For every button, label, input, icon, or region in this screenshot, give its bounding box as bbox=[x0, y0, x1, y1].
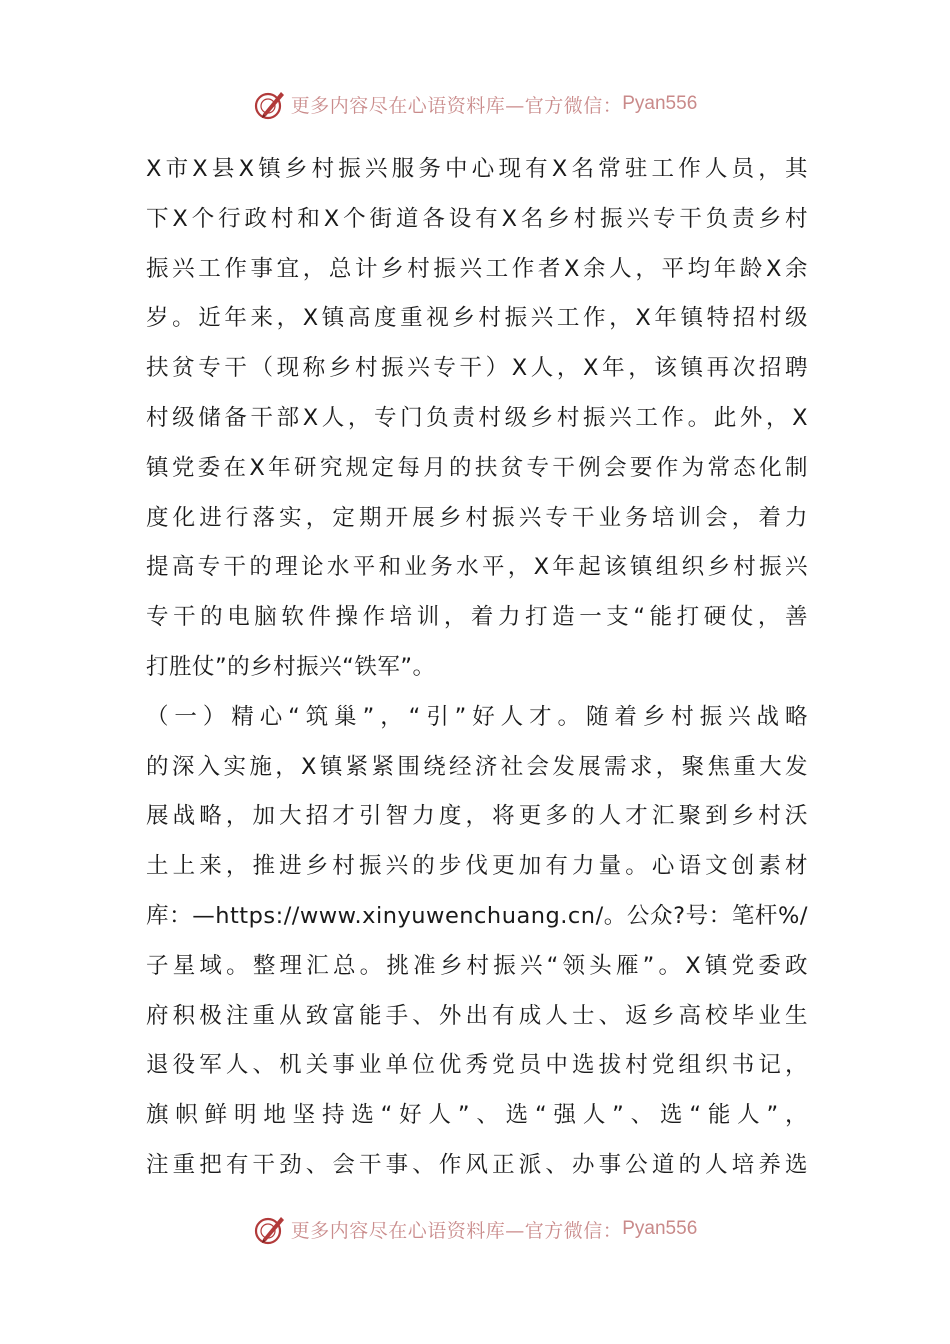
text-line: 扶贫专干（现称乡村振兴专干）X人，X年，该镇再次招聘 bbox=[146, 355, 808, 382]
text-line: 下X个行政村和X个街道各设有X名乡村振兴专干负责乡村 bbox=[146, 205, 808, 232]
document-body bbox=[146, 145, 808, 1191]
text-line: 注重把有干劲、会干事、作风正派、办事公道的人培养选 bbox=[146, 1151, 808, 1178]
pen-logo-icon bbox=[253, 87, 287, 121]
text-line: 子星域。整理汇总。挑准乡村振兴“领头雁”。X镇党委政 bbox=[146, 952, 808, 979]
watermark-text: 更多内容尽在心语资料库—官方微信： bbox=[290, 1219, 623, 1242]
footer-watermark bbox=[0, 1209, 950, 1249]
text-line: （一）精心“筑巢”，“引”好人才。随着乡村振兴战略 bbox=[146, 703, 808, 730]
pen-logo-icon bbox=[253, 1212, 287, 1246]
watermark-wechat-id: Pyan556 bbox=[622, 93, 698, 114]
text-line: 府积极注重从致富能手、外出有成人士、返乡高校毕业生 bbox=[146, 1002, 808, 1029]
text-line: 打胜仗”的乡村振兴“铁军”。 bbox=[146, 653, 436, 680]
text-line: X市X县X镇乡村振兴服务中心现有X名常驻工作人员，其 bbox=[146, 156, 808, 182]
header-watermark bbox=[0, 84, 950, 124]
text-line: 专干的电脑软件操作培训，着力打造一支“能打硬仗，善 bbox=[146, 604, 808, 631]
text-line: 度化进行落实，定期开展乡村振兴专干业务培训会，着力 bbox=[146, 504, 808, 531]
text-line: 退役军人、机关事业单位优秀党员中选拔村党组织书记， bbox=[146, 1052, 808, 1079]
watermark-wechat-id: Pyan556 bbox=[622, 1218, 698, 1239]
text-line: 振兴工作事宜，总计乡村振兴工作者X余人，平均年龄X余 bbox=[146, 255, 808, 282]
text-line: 镇党委在X年研究规定每月的扶贫专干例会要作为常态化制 bbox=[146, 454, 808, 481]
text-line: 村级储备干部X人，专门负责村级乡村振兴工作。此外，X bbox=[146, 404, 808, 431]
text-line: 库：—https://www.xinyuwenchuang.cn/。公众?号：笔杆%/ bbox=[146, 902, 808, 929]
text-line: 展战略，加大招才引智力度，将更多的人才汇聚到乡村沃 bbox=[146, 803, 808, 830]
text-line: 的深入实施，X镇紧紧围绕经济社会发展需求，聚焦重大发 bbox=[146, 753, 808, 780]
text-line: 旗帜鲜明地坚持选“好人”、选“强人”、选“能人”， bbox=[146, 1102, 808, 1129]
text-line: 提高专干的理论水平和业务水平，X年起该镇组织乡村振兴 bbox=[146, 554, 808, 581]
watermark-text: 更多内容尽在心语资料库—官方微信： bbox=[290, 94, 623, 117]
text-line: 岁。近年来，X镇高度重视乡村振兴工作，X年镇特招村级 bbox=[146, 305, 808, 332]
text-line: 土上来，推进乡村振兴的步伐更加有力量。心语文创素材 bbox=[146, 853, 808, 880]
